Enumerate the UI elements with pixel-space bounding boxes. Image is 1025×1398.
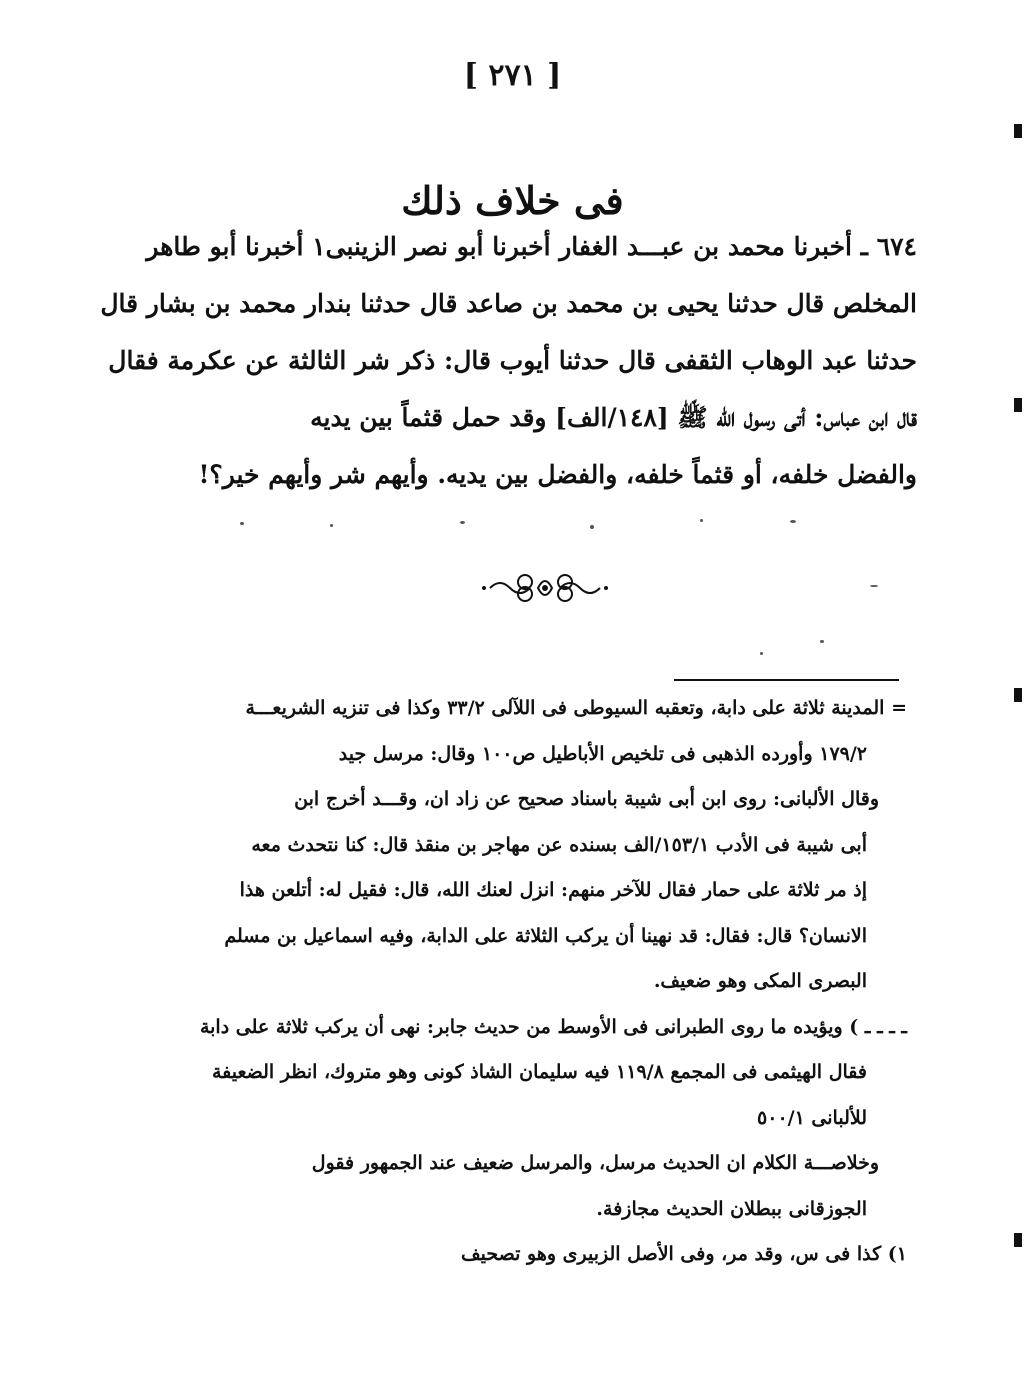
footnote-line: وخلاصـــة الكلام ان الحديث مرسل، والمرسل ضعيف عند الجمهور فقول	[311, 1152, 879, 1174]
footnote-line: ـ ـ ـ ـ ) ويؤيده ما روى الطبرانى فى الأوسط من حديث جابر: نهى أن يركب ثلاثة على دابة	[199, 1015, 907, 1038]
hadith-line: قال ابن عباس: أتى رسول الله ﷺ [١٤٨/الف] وقد حمل قثماً بين يديه	[310, 403, 917, 432]
hadith-text	[100, 218, 917, 503]
footnote-line: للألبانى ٥٠٠/١	[757, 1106, 867, 1129]
footnote-line: الجوزقانى ببطلان الحديث مجازفة.	[596, 1197, 867, 1220]
footnote-line: وقال الألبانى: روى ابن أبى شيبة باسناد صحيح عن زاد ان، وقـــد أخرج ابن	[294, 788, 879, 810]
footnote-line: البصرى المكى وهو ضعيف.	[653, 970, 867, 992]
chapter-title: فى خلاف ذلك	[401, 178, 624, 223]
hadith-line: المخلص قال حدثنا يحيى بن محمد بن صاعد قال حدثنا بندار محمد بن بشار قال	[100, 289, 917, 318]
hadith-line: حدثنا عبد الوهاب الثقفى قال حدثنا أيوب قال: ذكر شر الثالثة عن عكرمة فقال	[108, 346, 917, 375]
footnote-line: الانسان؟ قال: فقال: قد نهينا أن يركب الثلاثة على الدابة، وفيه اسماعيل بن مسلم	[224, 924, 867, 947]
footnote-line: ١٧٩/٢ وأورده الذهبى فى تلخيص الأباطيل ص١٠٠ وقال: مرسل جيد	[338, 742, 867, 765]
scan-edge-mark	[1014, 688, 1022, 702]
hadith-line: والفضل خلفه، أو قثماً خلفه، والفضل بين يديه. وأيهم شر وأيهم خير؟!	[198, 460, 917, 489]
ornament-divider	[480, 566, 610, 610]
footnotes	[167, 686, 907, 1278]
footnote-separator	[674, 679, 899, 681]
scan-edge-mark	[1014, 398, 1022, 412]
footnote-line: ١) كذا فى س، وقد مر، وفى الأصل الزبيرى وهو تصحيف	[460, 1243, 907, 1265]
page-number: [ ٢٧١ ]	[463, 58, 562, 93]
footnote-line: إذ مر ثلاثة على حمار فقال للآخر منهم: انزل لعنك الله، قال: فقيل له: أتلعن هذا	[239, 879, 867, 901]
footnote-line: = المدينة ثلاثة على دابة، وتعقبه السيوطى فى اللآلى ٣٣/٢ وكذا فى تنزيه الشريعـــة	[245, 697, 907, 719]
scan-edge-mark	[1014, 1233, 1022, 1247]
footnote-line: أبى شيبة فى الأدب ١٥٣/١/الف بسنده عن مهاجر بن منقذ قال: كنا نتحدث معه	[251, 833, 867, 856]
footnote-line: فقال الهيثمى فى المجمع ١١٩/٨ فيه سليمان الشاذ كونى وهو متروك، انظر الضعيفة	[211, 1061, 867, 1083]
hadith-line: ٦٧٤ ـ أخبرنا محمد بن عبـــد الغفار أخبرنا أبو نصر الزينبى١ أخبرنا أبو طاهر	[146, 232, 917, 261]
scan-edge-mark	[1014, 124, 1022, 138]
